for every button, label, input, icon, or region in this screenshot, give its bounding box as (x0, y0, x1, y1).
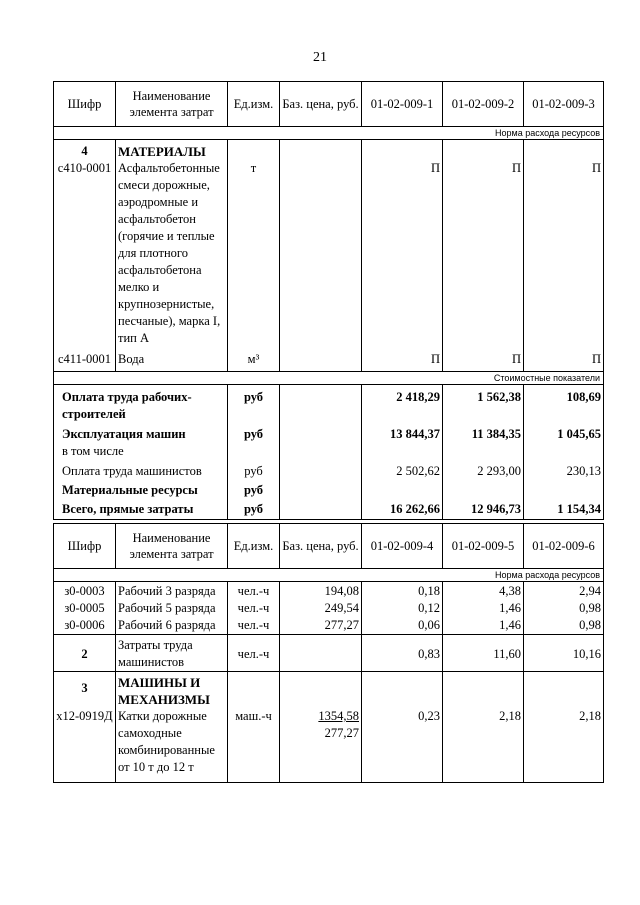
page-number: 21 (313, 50, 327, 65)
header-col2: 01-02-009-5 (443, 524, 524, 569)
cost-row: Эксплуатация машин руб 13 844,37 11 384,35 1 045,65 (54, 423, 604, 443)
header-price: Баз. цена, руб. (280, 524, 362, 569)
table-row: с411-0001 Вода м³ П П П (54, 347, 604, 372)
section-number: 4 (54, 140, 116, 161)
header-unit: Ед.изм. (228, 524, 280, 569)
table-row: з0-0006 Рабочий 6 разряда чел.-ч 277,27 0,06 1,46 0,98 (54, 617, 604, 635)
section-row: 2 Затраты труда машинистов чел.-ч 0,83 11,60 10,16 (54, 635, 604, 672)
header-price: Баз. цена, руб. (280, 82, 362, 127)
header-name: Наименование элемента затрат (116, 524, 228, 569)
band-cost: Стоимостные показатели (54, 372, 604, 385)
header-col1: 01-02-009-4 (362, 524, 443, 569)
header-col3: 01-02-009-3 (524, 82, 604, 127)
table-row: с410-0001 Асфальтобетонные смеси дорожные, аэродромные и асфальтобетон (горячие и теплые для плотного асфальтобетона мелко и крупнозернистые, песчаные), марка I, тип А т П П П (54, 160, 604, 347)
price-bottom: 277,27 (324, 726, 359, 740)
table-header (54, 82, 604, 127)
table-row: з0-0003 Рабочий 3 разряда чел.-ч 194,08 0,18 4,38 2,94 (54, 582, 604, 601)
header-unit: Ед.изм. (228, 82, 280, 127)
resource-table-2 (53, 523, 604, 783)
band-norm: Норма расхода ресурсов (54, 127, 604, 140)
header-col3: 01-02-009-6 (524, 524, 604, 569)
section-number: 2 (54, 635, 116, 672)
table-row: з0-0005 Рабочий 5 разряда чел.-ч 249,54 0,12 1,46 0,98 (54, 600, 604, 617)
header-code: Шифр (54, 82, 116, 127)
cost-row: Материальные ресурсы руб (54, 480, 604, 499)
section-row (54, 140, 604, 161)
resource-table-1 (53, 81, 604, 520)
price-top: 1354,58 (318, 709, 359, 723)
cost-row: в том числе (54, 443, 604, 460)
section-row (54, 672, 604, 709)
cost-row: Оплата труда машинистов руб 2 502,62 2 293,00 230,13 (54, 460, 604, 480)
header-col2: 01-02-009-2 (443, 82, 524, 127)
section-title: МАТЕРИАЛЫ (116, 140, 228, 161)
band-norm: Норма расхода ресурсов (54, 569, 604, 582)
header-code: Шифр (54, 524, 116, 569)
section-title: МАШИНЫ И МЕХАНИЗМЫ (116, 672, 228, 709)
section-number: 3 (54, 672, 116, 709)
cost-row: Оплата труда рабочих-строителей руб 2 418,29 1 562,38 108,69 (54, 385, 604, 424)
header-col1: 01-02-009-1 (362, 82, 443, 127)
table-row: х12-0919Д Катки дорожные самоходные комбинированные от 10 т до 12 т маш.-ч 1354,58 277,27 0,23 2,18 2,18 (54, 708, 604, 783)
header-name: Наименование элемента затрат (116, 82, 228, 127)
cost-row: Всего, прямые затраты руб 16 262,66 12 946,73 1 154,34 (54, 499, 604, 520)
table-header (54, 524, 604, 569)
